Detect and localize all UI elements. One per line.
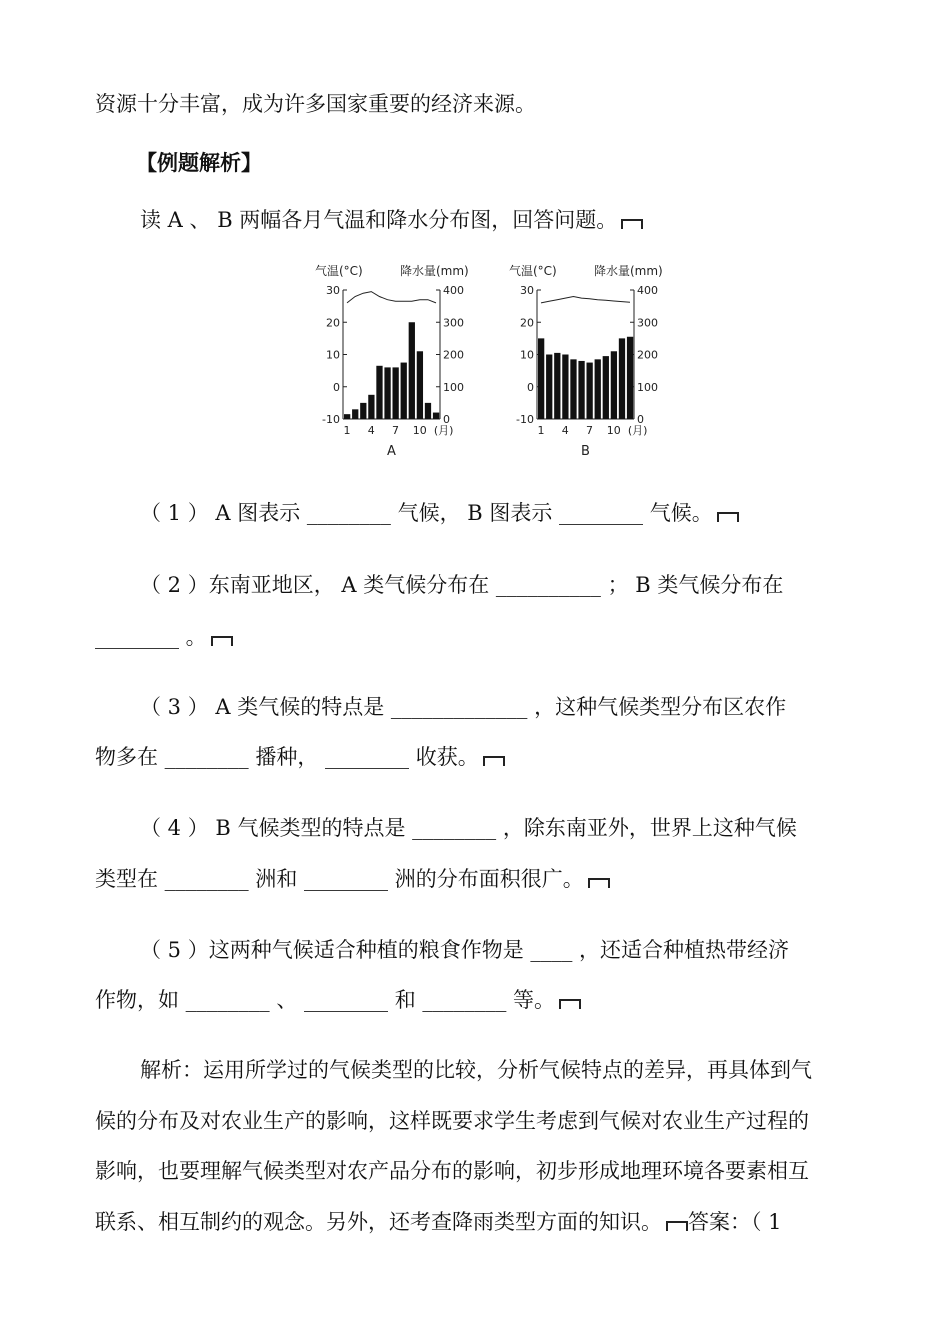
precipitation-bar <box>578 361 584 419</box>
climate-charts <box>305 258 675 463</box>
precipitation-bar <box>562 355 568 420</box>
left-tick-label: 0 <box>527 380 534 394</box>
paragraph-mark-icon <box>483 756 505 766</box>
precipitation-bar <box>603 356 609 419</box>
x-axis-unit: (月) <box>433 424 454 437</box>
x-tick-label: 10 <box>412 424 427 437</box>
precipitation-bar <box>417 351 423 419</box>
question-3-line-2 <box>95 742 505 772</box>
precipitation-bar <box>409 322 415 419</box>
paragraph-mark-icon <box>621 219 643 229</box>
x-tick-label: 4 <box>561 424 569 437</box>
climate-charts-svg <box>305 258 675 463</box>
analysis-text: 解析：运用所学过的气候类型的比较，分析气候特点的差异，再具体到气 <box>140 1058 812 1082</box>
precipitation-axis-title: 降水量(mm) <box>594 264 663 278</box>
right-tick-label: 0 <box>637 413 644 426</box>
answer-label: 答案：（ 1 <box>688 1210 782 1234</box>
temperature-line <box>347 292 436 303</box>
left-tick-label: -10 <box>516 413 534 426</box>
precipitation-bar <box>587 363 593 419</box>
q3b-text: 物多在 ________ 播种， ________ 收获。 <box>95 745 479 769</box>
left-tick-label: 20 <box>520 316 534 330</box>
heading-text: 【例题解析】 <box>136 150 262 175</box>
left-tick-label: 30 <box>520 284 534 297</box>
x-tick-label: 7 <box>392 424 400 437</box>
right-tick-label: 400 <box>443 284 464 297</box>
precipitation-bar <box>546 355 552 420</box>
question-4-line-2 <box>95 864 610 894</box>
question-4-line-1 <box>140 813 797 843</box>
precipitation-bar <box>627 337 633 419</box>
right-tick-label: 200 <box>443 348 464 362</box>
question-5-line-2 <box>95 985 581 1015</box>
precipitation-bar <box>376 366 382 419</box>
question-3-line-1 <box>140 692 786 722</box>
section-heading <box>136 148 262 178</box>
q1-text: （ 1 ） A 图表示 ________ 气候， B 图表示 ________ 气候。 <box>140 501 713 525</box>
precipitation-bar <box>570 359 576 419</box>
precipitation-bar <box>538 338 544 419</box>
paragraph-mark-icon <box>588 878 610 888</box>
x-tick-label: 1 <box>343 424 351 437</box>
paragraph-mark-icon <box>559 999 581 1009</box>
temperature-line <box>541 297 630 303</box>
q4b-text: 类型在 ________ 洲和 ________ 洲的分布面积很广。 <box>95 867 584 891</box>
right-tick-label: 300 <box>637 316 658 330</box>
analysis-line-2 <box>95 1106 809 1136</box>
left-tick-label: 30 <box>326 284 340 297</box>
left-tick-label: -10 <box>322 413 340 426</box>
precipitation-bar <box>352 409 358 419</box>
right-tick-label: 100 <box>443 380 464 394</box>
left-tick-label: 10 <box>326 348 340 362</box>
paragraph-mark-icon <box>717 512 739 522</box>
q4a-text: （ 4 ） B 气候类型的特点是 ________ ，除东南亚外，世界上这种气候 <box>140 816 797 840</box>
precipitation-bar <box>393 367 399 419</box>
x-tick-label: 10 <box>606 424 621 437</box>
question-1 <box>140 498 739 528</box>
precipitation-bar <box>554 353 560 419</box>
temperature-axis-title: 气温(°C) <box>509 264 557 278</box>
precipitation-bar <box>595 359 601 419</box>
x-tick-label: 7 <box>586 424 594 437</box>
temperature-axis-title: 气温(°C) <box>315 264 363 278</box>
q5b-text: 作物，如 ________ 、 ________ 和 ________ 等。 <box>95 988 556 1012</box>
analysis-line-1 <box>140 1055 812 1085</box>
question-5-line-1 <box>140 935 789 965</box>
analysis-text: 影响，也要理解气候类型对农产品分布的影响，初步形成地理环境各要素相互 <box>95 1159 809 1183</box>
x-tick-label: 1 <box>537 424 545 437</box>
left-tick-label: 10 <box>520 348 534 362</box>
precipitation-bar <box>611 351 617 419</box>
q3a-text: （ 3 ） A 类气候的特点是 _____________ ，这种气候类型分布区农作 <box>140 695 787 719</box>
right-tick-label: 400 <box>637 284 658 297</box>
right-tick-label: 200 <box>637 348 658 362</box>
right-tick-label: 100 <box>637 380 658 394</box>
chart-title: A <box>387 444 396 459</box>
paragraph-mark-icon <box>211 636 233 646</box>
analysis-line-4 <box>95 1207 782 1237</box>
question-2-line-1 <box>140 570 783 600</box>
question-2-line-2 <box>95 622 233 652</box>
precipitation-bar <box>360 403 366 419</box>
intro-text: 读 A 、 B 两幅各月气温和降水分布图，回答问题。 <box>140 208 618 232</box>
right-tick-label: 0 <box>443 413 450 426</box>
analysis-text: 候的分布及对农业生产的影响，这样既要求学生考虑到气候对农业生产过程的 <box>95 1109 809 1133</box>
precipitation-axis-title: 降水量(mm) <box>400 264 469 278</box>
x-axis-unit: (月) <box>627 424 648 437</box>
text-line-1 <box>95 89 536 119</box>
precipitation-bar <box>344 414 350 419</box>
q2b-text: ________ 。 <box>95 625 207 649</box>
paragraph-mark-icon <box>666 1221 688 1231</box>
x-tick-label: 4 <box>367 424 375 437</box>
precipitation-bar <box>425 403 431 419</box>
right-tick-label: 300 <box>443 316 464 330</box>
chart-title: B <box>581 444 590 459</box>
question-intro <box>140 205 643 235</box>
left-tick-label: 20 <box>326 316 340 330</box>
text-span: 资源十分丰富，成为许多国家重要的经济来源。 <box>95 92 536 116</box>
precipitation-bar <box>433 413 439 419</box>
q2a-text: （ 2 ）东南亚地区， A 类气候分布在 __________ ； B 类气候分布在 <box>140 573 784 597</box>
precipitation-bar <box>401 363 407 419</box>
left-tick-label: 0 <box>333 380 340 394</box>
precipitation-bar <box>368 395 374 419</box>
q5a-text: （ 5 ）这两种气候适合种植的粮食作物是 ____ ，还适合种植热带经济 <box>140 938 790 962</box>
precipitation-bar <box>384 367 390 419</box>
analysis-line-3 <box>95 1156 809 1186</box>
analysis-text: 联系、相互制约的观念。另外，还考查降雨类型方面的知识。 <box>95 1210 662 1234</box>
precipitation-bar <box>619 338 625 419</box>
